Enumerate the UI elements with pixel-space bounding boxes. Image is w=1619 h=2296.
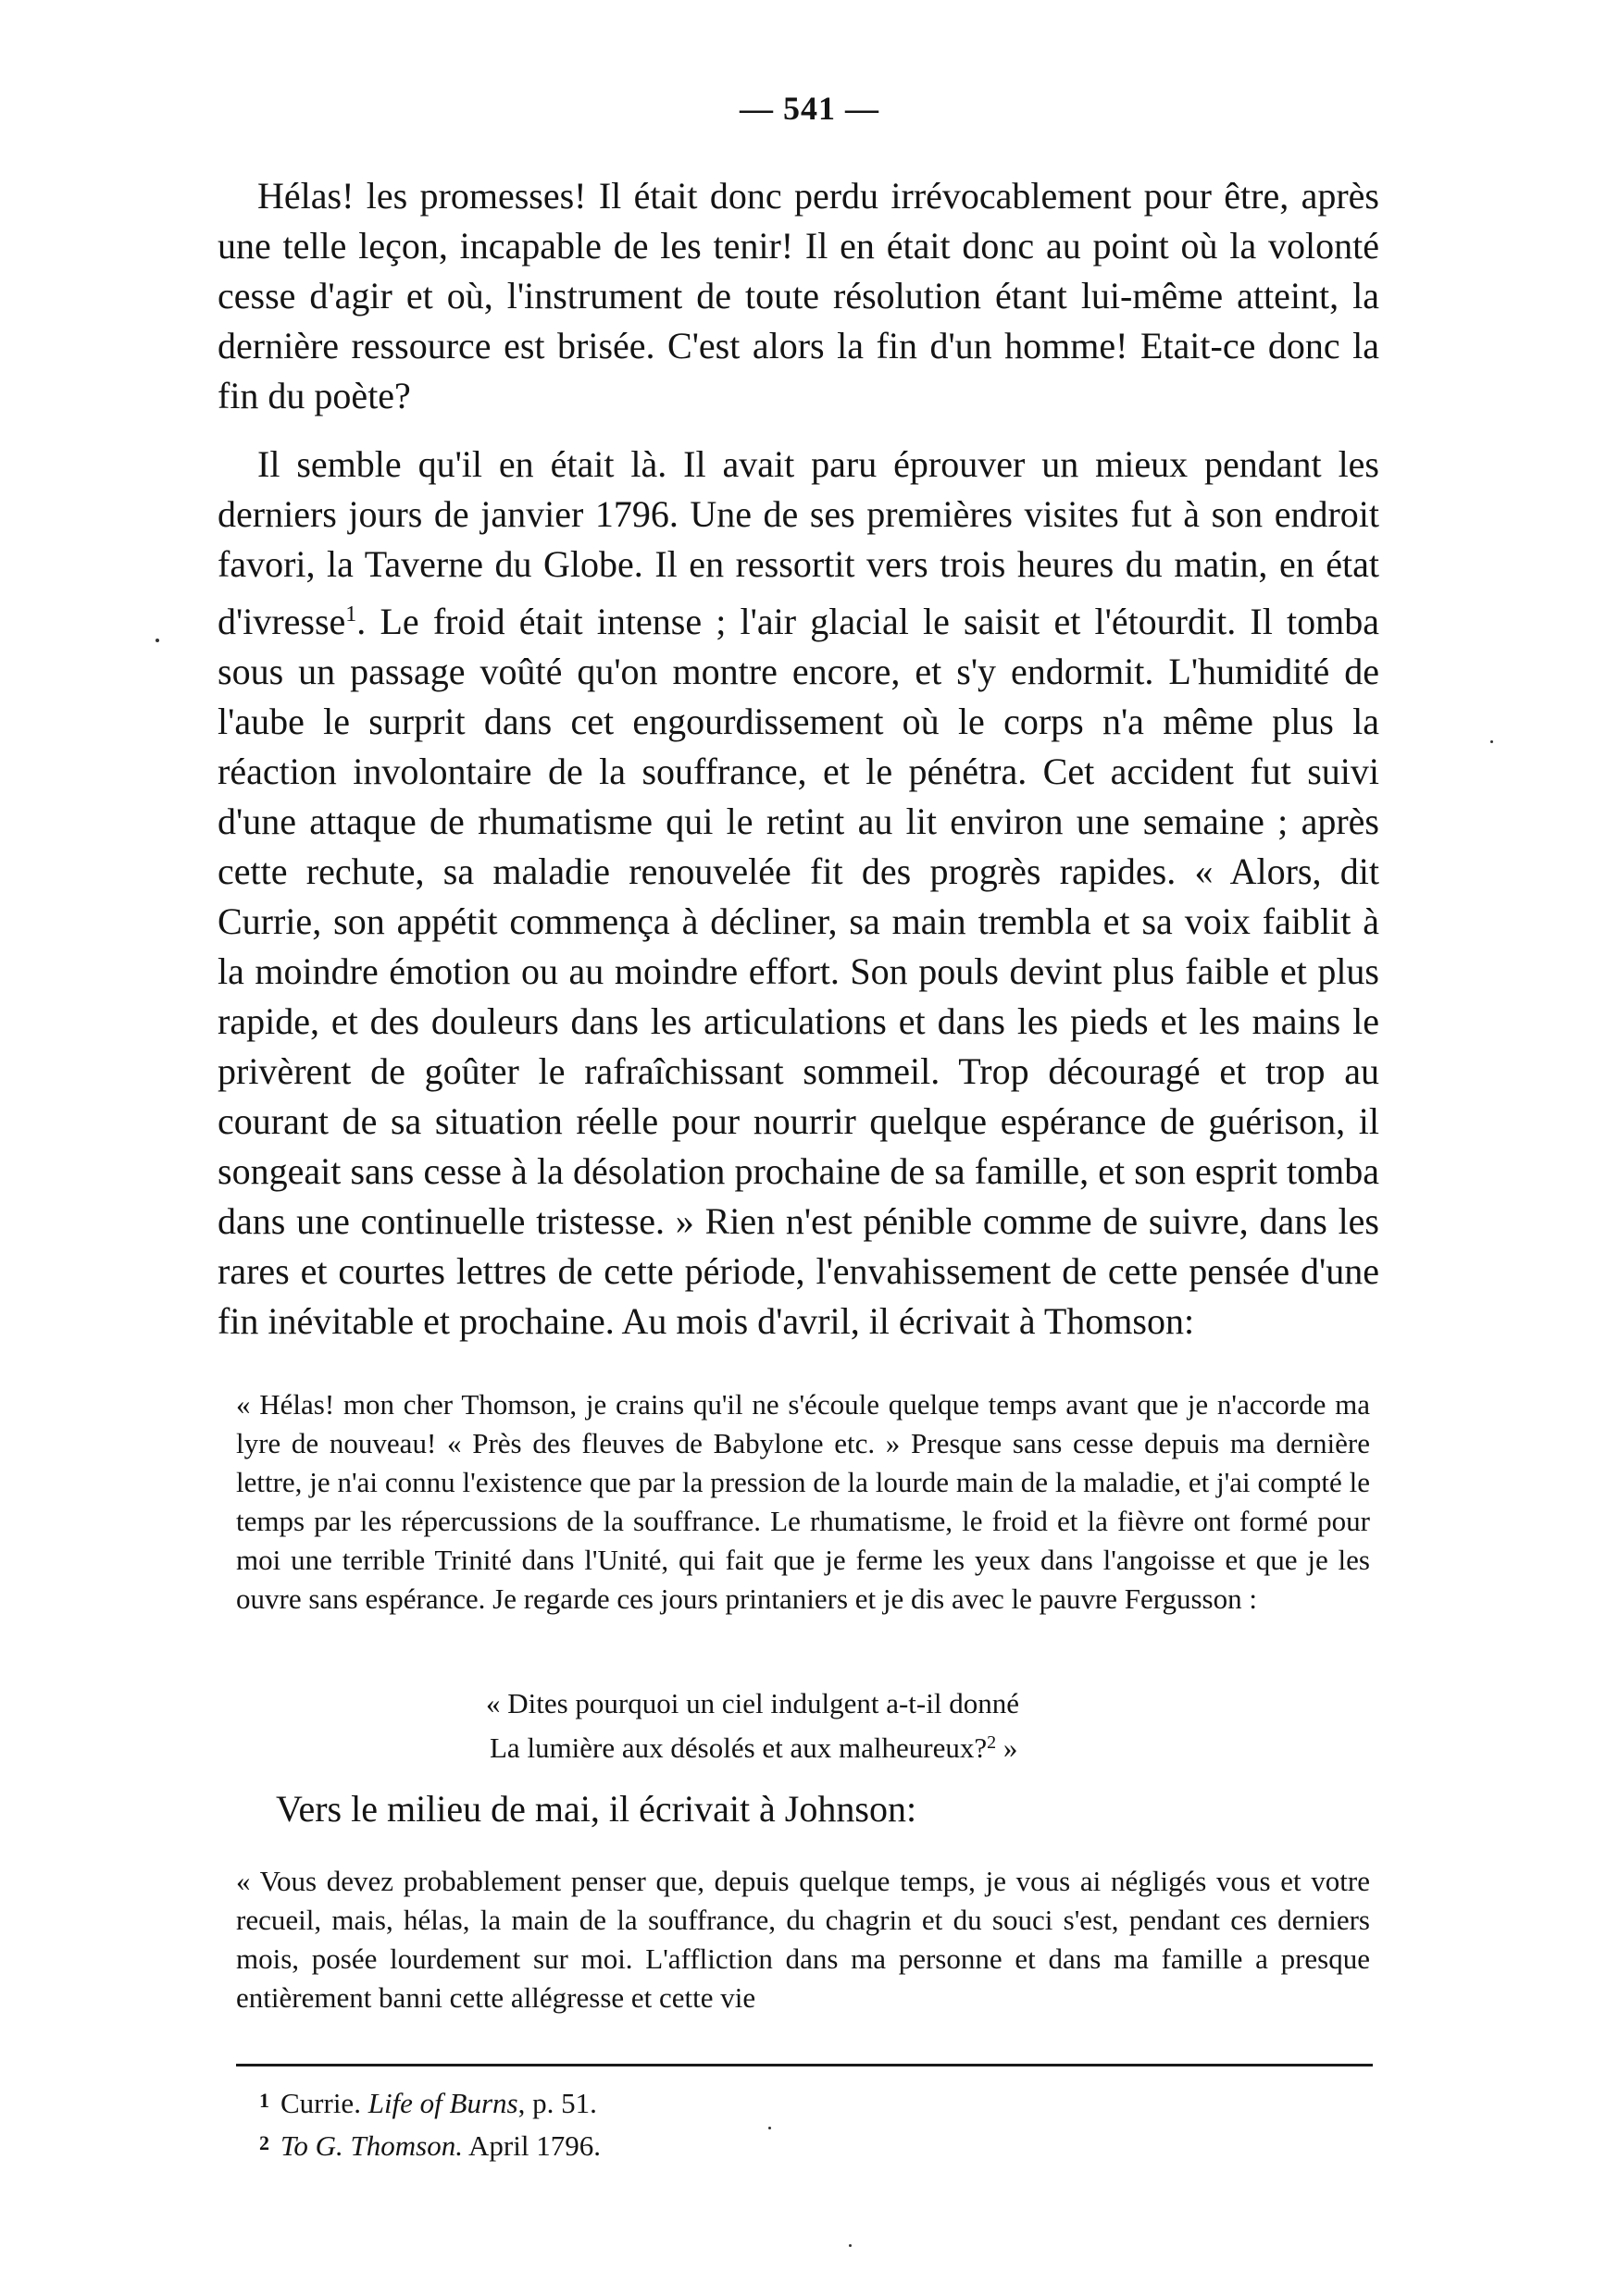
footnote-1-after: , p. 51. bbox=[517, 2087, 597, 2119]
footnote-2-title: To G. Thomson. bbox=[280, 2129, 463, 2162]
poem-line-2-text: La lumière aux désolés et aux malheureux? bbox=[490, 1731, 988, 1764]
footnote-1-before: Currie. bbox=[280, 2087, 361, 2119]
paragraph-2-part-2: . Le froid était intense ; l'air glacial le saisit et l'étourdit. Il tomba sous un passage voûté qu'on montre encore, et s'y endormit. L'humidité de l'aube le surprit dans cet engourdissement où le corps n'a même plus la réaction involontaire de la souffrance, et le pénétra. Cet accident fut suivi d'une attaque de rhumatisme qui le retint au lit environ une semaine ; après cette rechute, sa maladie renouvelée fit des progrès rapides. « Alors, dit Currie, son appétit commença à décliner, sa main trembla et sa voix faiblit à la moindre émotion ou au moindre effort. Son pouls devint plus faible et plus rapide, et des douleurs dans les articulations et dans les pieds et les mains le privèrent de goûter le rafraîchissant sommeil. Trop découragé et trop au courant de sa situation réelle pour nourrir quelque espérance de guérison, il songeait sans cesse à la désolation prochaine de sa famille, et son esprit tomba dans une continuelle tristesse. » Rien n'est pénible comme de suivre, dans les rares et courtes lettres de cette période, l'envahissement de cette pensée d'une fin inévitable et prochaine. Au mois d'avril, il écrivait à Thomson: bbox=[218, 601, 1379, 1342]
poem-line-1: « Dites pourquoi un ciel indulgent a-t-il donné bbox=[486, 1687, 1019, 1719]
scan-speck bbox=[849, 2244, 852, 2247]
footnote-ref-1: 1 bbox=[345, 602, 357, 627]
paragraph-2 bbox=[218, 440, 1379, 1347]
lead-in-johnson: Vers le milieu de mai, il écrivait à Johnson: bbox=[276, 1788, 917, 1830]
footnote-1-title: Life of Burns bbox=[367, 2087, 518, 2119]
poem-line-2-end: » bbox=[996, 1731, 1018, 1764]
footnotes bbox=[259, 2080, 601, 2166]
quoted-letter-johnson: « Vous devez probablement penser que, depuis quelque temps, je vous ai négligés vous et votre recueil, mais, hélas, la main de la souffrance, du chagrin et du souci s'est, pendant ces derniers mois, posée lourdement sur moi. L'affliction dans ma personne et dans ma famille a presque entièrement banni cette allégresse et cette vie bbox=[236, 1865, 1370, 2014]
quoted-letter-thomson: « Hélas! mon cher Thomson, je crains qu'il ne s'écoule quelque temps avant que je n'accorde ma lyre de nouveau! « Près des fleuves de Babylone etc. » Presque sans cesse depuis ma dernière lettre, je n'ai connu l'existence que par la pression de la lourde main de la maladie, et j'ai compté le temps par les répercussions de la souffrance. Le rhumatisme, le froid et la fièvre ont formé pour moi une terrible Trinité dans l'Unité, qui fait que je ferme les yeux dans l'angoisse et que je les ouvre sans espérance. Je regarde ces jours printaniers et je dis avec le pauvre Fergusson : bbox=[236, 1388, 1370, 1615]
scan-speck bbox=[156, 639, 159, 642]
footnote-ref-2: 2 bbox=[987, 1732, 997, 1753]
footnote-1 bbox=[259, 2080, 601, 2123]
poem-line-2 bbox=[486, 1723, 1019, 1768]
page-number: — 541 — bbox=[740, 90, 879, 127]
footnote-2-after: April 1796. bbox=[462, 2129, 601, 2162]
poem-quote bbox=[486, 1684, 1019, 1768]
footnote-2 bbox=[259, 2123, 601, 2166]
footnote-divider bbox=[236, 2064, 1373, 2066]
scan-speck bbox=[768, 2127, 771, 2129]
scan-speck bbox=[1490, 740, 1493, 743]
footnote-1-mark: 1 bbox=[259, 2089, 269, 2112]
paragraph-1: Hélas! les promesses! Il était donc perdu irrévocablement pour être, après une telle leçon, incapable de les tenir! Il en était donc au point où la volonté cesse d'agir et où, l'instrument de toute résolution étant lui-même atteint, la dernière ressource est brisée. C'est alors la fin d'un homme! Etait-ce donc la fin du poète? bbox=[218, 175, 1379, 416]
paragraph-2-part-1: Il semble qu'il en était là. Il avait paru éprouver un mieux pendant les derniers jours de janvier 1796. Une de ses premières visites fut à son endroit favori, la Taverne du Globe. Il en ressortit vers trois heures du matin, en état d'ivresse bbox=[218, 443, 1379, 642]
footnote-2-mark: 2 bbox=[259, 2131, 269, 2154]
